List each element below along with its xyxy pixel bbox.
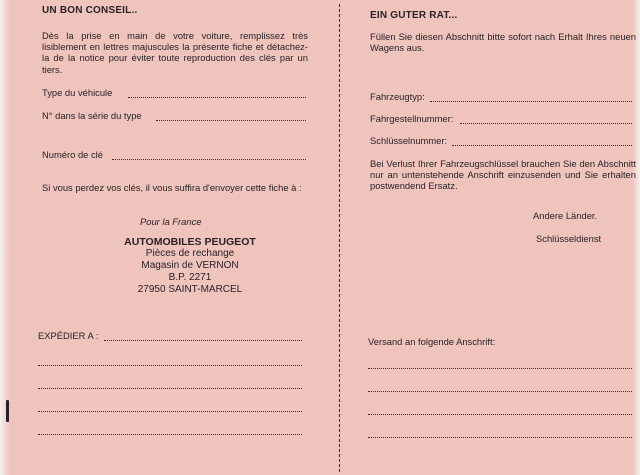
andere-laender: Andere Länder. — [533, 210, 598, 221]
right-verlust-text: Bei Verlust Ihrer Fahrzeugschlüssel brauchen Sie den Abschnitt nur an untenstehende Anschrift einzusenden und Sie erhalten postwendend Ersatz. — [370, 158, 636, 192]
tear-off-line — [339, 4, 341, 472]
input-expedier-line-4[interactable] — [38, 401, 302, 412]
label-fahrgestellnummer: Fahrgestellnummer: — [370, 113, 454, 124]
input-versand-line-4[interactable] — [368, 427, 632, 438]
input-fahrzeugtyp[interactable] — [430, 91, 632, 102]
input-expedier-line-5[interactable] — [38, 424, 302, 435]
schluesseldienst: Schlüsseldienst — [536, 233, 602, 244]
right-heading: EIN GUTER RAT... — [370, 10, 458, 21]
input-type-vehicule[interactable] — [128, 87, 306, 98]
paper-edge-right — [632, 0, 640, 475]
label-numero-serie: N° dans la série du type — [42, 110, 142, 121]
input-versand-line-1[interactable] — [368, 358, 632, 369]
input-numero-serie[interactable] — [156, 110, 306, 121]
label-expedier: EXPÉDIER A : — [38, 330, 99, 341]
address-line-2: Magasin de VERNON — [141, 260, 239, 271]
address-line-1: Pièces de rechange — [145, 248, 235, 259]
label-versand: Versand an folgende Anschrift: — [368, 336, 496, 347]
input-versand-line-3[interactable] — [368, 404, 632, 415]
address-block — [80, 236, 300, 296]
label-type-vehicule: Type du véhicule — [42, 87, 113, 98]
address-line-4: 27950 SAINT-MARCEL — [137, 284, 243, 295]
left-heading: UN BON CONSEIL.. — [42, 5, 138, 16]
address-company: AUTOMOBILES PEUGEOT — [124, 236, 256, 248]
left-lost-text: Si vous perdez vos clés, il vous suffira d'envoyer cette fiche à : — [42, 182, 302, 193]
binding-mark — [6, 400, 9, 422]
right-intro: Füllen Sie diesen Abschnitt bitte sofort nach Erhalt Ihres neuen Wagens aus. — [370, 31, 636, 54]
input-expedier-line-1[interactable] — [104, 330, 302, 341]
address-line-3: B.P. 2271 — [168, 272, 212, 283]
label-schluesselnummer: Schlüsselnummer: — [370, 135, 448, 146]
input-expedier-line-3[interactable] — [38, 378, 302, 389]
pour-la-france: Pour la France — [140, 216, 202, 227]
label-numero-cle: Numéro de clé — [42, 149, 103, 160]
input-numero-cle[interactable] — [112, 149, 306, 160]
label-fahrzeugtyp: Fahrzeugtyp: — [370, 91, 425, 102]
input-versand-line-2[interactable] — [368, 381, 632, 392]
input-schluesselnummer[interactable] — [452, 135, 632, 146]
input-expedier-line-2[interactable] — [38, 355, 302, 366]
input-fahrgestellnummer[interactable] — [460, 113, 632, 124]
left-intro: Dès la prise en main de votre voiture, remplissez très lisiblement en lettres majuscules la présente fiche et détachez-la de la notice pour éviter toute reproduction des clés par un tiers. — [42, 30, 308, 75]
